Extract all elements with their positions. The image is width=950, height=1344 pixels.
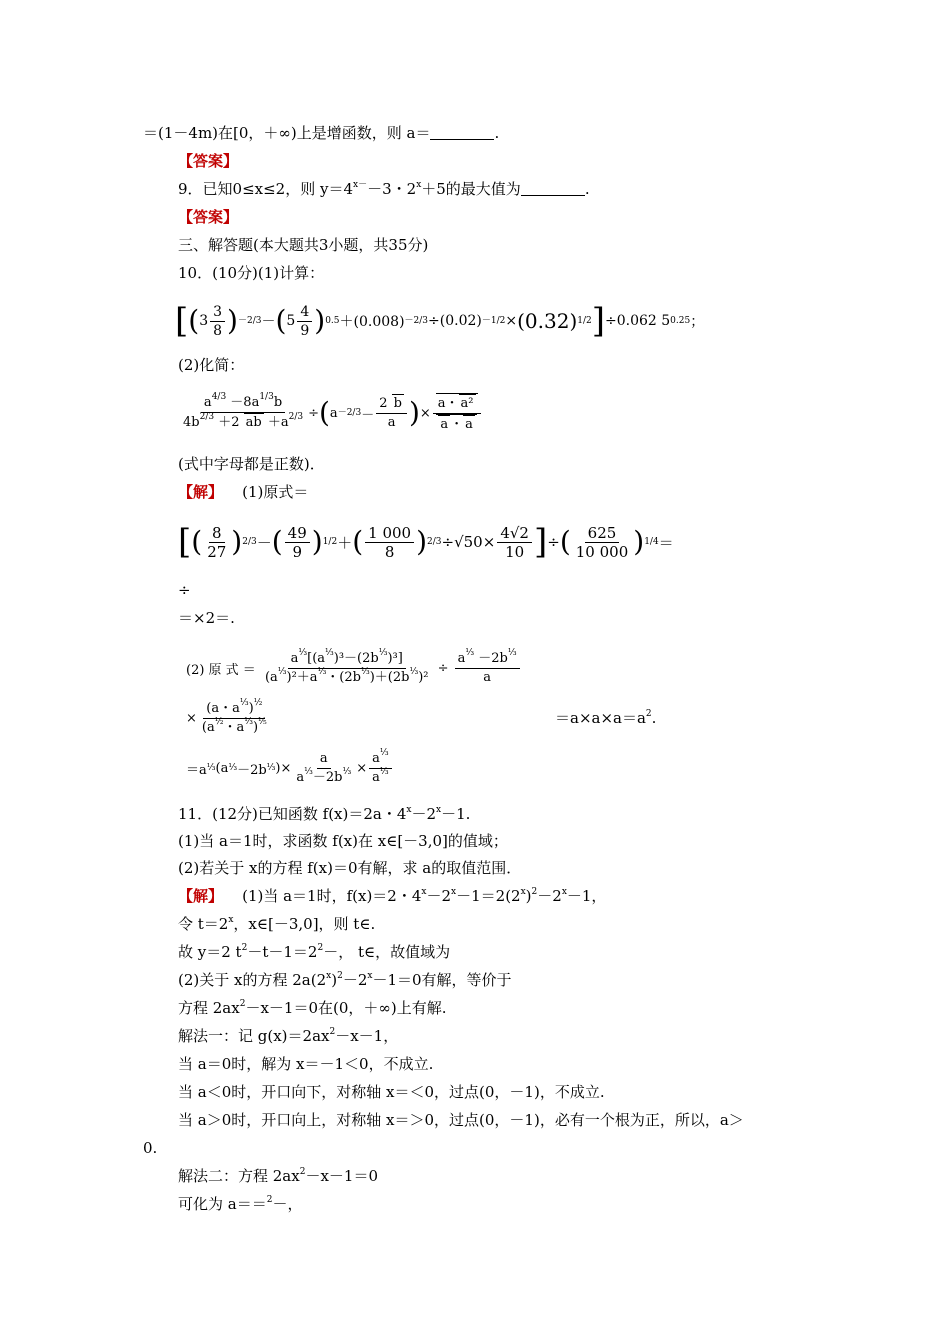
answer-blank (430, 125, 494, 140)
formula-solution-1: [ ( $\frac{8}{27}$ ) 2/3 － ( $\frac{49}{9}$ ) 1/2 ＋ ( $\frac{1 000}{8}$ ) 2/3 ÷√50× $\frac{4√2}{10}$ ] ÷ ( $\frac{625}{10 000}$ ) 1/4 ＝ (178, 522, 674, 562)
answer-blank (521, 181, 585, 196)
formula-simplify: $\frac{a^{4/3} -8a^{1/3}b}{4b^{2/3} +2 ab +a^{2/3}}$ ÷ ( a －2/3 － $\frac{2 b}{a}$ ) × $\frac{\text{a・ a²}}{a ・ a}$ (178, 386, 483, 440)
case-1: 当 a＝0时，解为 x＝－1＜0，不成立. (178, 1055, 434, 1073)
formula-compute: [ ( 3 $\frac{3}{8}$ ) －2/3 － ( 5 $\frac{4}{9}$ ) 0.5 ＋(0.008) －2/3 ÷(0.02) －1/2 × (0.32) 1/2 ] ÷0.062 5 0.25 ； (175, 301, 705, 341)
formula-solution-2c: ＝a ⅓ (a ⅓ －2b ⅓ )× $\frac{a}{a^{\frac{1}{3}}-2b^{\frac{1}{3}}}$ × $\frac{a^{\frac{1}{3}}}{a^{\frac{1}{3}}}$ (186, 746, 394, 790)
case-3-cont: 0. (143, 1139, 158, 1157)
solution-tag: 【解】 (178, 887, 224, 905)
question-11-part1: (1)当 a＝1时，求函数 f(x)在 x∈[－3,0]的值域； (178, 832, 508, 850)
solution-11-line-5: 方程 $2ax^2-x-1=0$在(0，＋∞)上有解. (178, 999, 447, 1017)
method-1: 解法一：记 $g(x)=2ax^2-x-1$， (178, 1027, 399, 1045)
line-prev-question: ＝(1－4m)在[0，＋∞)上是增函数，则 a＝ . (143, 124, 500, 142)
method-2: 解法二：方程 $2ax^2-x-1=0$ (178, 1167, 378, 1185)
question-10: 10．(10分)(1)计算： (178, 264, 325, 282)
division-sign: ÷ (178, 581, 191, 599)
answer-tag: 【答案】 (178, 208, 239, 226)
final-result: $=a\times a\times a=a^2$. (555, 709, 657, 727)
answer-tag: 【答案】 (178, 152, 239, 170)
formula-solution-2b: × $\frac{(a・a^{\frac{1}{3}})^{\frac{1}{2}}}{(a^{\frac{1}{2}}・a^{\frac{1}{3}})^{\frac{1}{5}}}$ (186, 697, 267, 735)
section-heading: 三、解答题(本大题共3小题，共35分) (178, 236, 429, 254)
solution-11-line-2: 令 $t=2^x$，x∈[－3,0]，则 t∈. (178, 915, 376, 933)
question-10-part2: (2)化简： (178, 356, 245, 374)
question-9: 9．已知0≤x≤2，则 $y=4^{x-}-3$・$2^x+5$的最大值为 . (178, 180, 590, 198)
note-positive: (式中字母都是正数)． (178, 455, 325, 473)
result-line: ＝×2＝. (178, 609, 235, 627)
method-2-line-2: 可化为 a＝＝$^2$－， (178, 1195, 303, 1213)
solution-11-line-1: 【解】 (1)当 a＝1时，f(x)＝2・$4^x-2^x-1=2(2^x)^2-2^x-1$， (178, 887, 607, 905)
question-11: 11．(12分)已知函数 f(x)＝2a・$4^x-2^x-1$. (178, 805, 471, 823)
solution-line-1: 【解】 (1)原式＝ (178, 483, 309, 501)
question-11-part2: (2)若关于 x的方程 f(x)＝0有解，求 a的取值范围． (178, 859, 522, 877)
case-3: 当 a＞0时，开口向上，对称轴 x＝＞0，过点(0，－1)，必有一个根为正，所以，a＞ (178, 1111, 744, 1129)
solution-11-line-4: (2)关于 x的方程 $2a(2^x)^2-2^x-1=0$有解，等价于 (178, 971, 512, 989)
solution-11-line-3: 故 y＝2 $t^2-t-1=2^2-$， t∈，故值域为 (178, 943, 451, 961)
case-2: 当 a＜0时，开口向下，对称轴 x＝＜0，过点(0，－1)，不成立. (178, 1083, 605, 1101)
solution-tag: 【解】 (178, 483, 224, 501)
formula-solution-2a: (2) 原 式 ＝ $\frac{a^{\frac{1}{3}}[(a^{\frac{1}{3}})^3-(2b^{\frac{1}{3}})^3]}{(a^{\frac{1}{3}})^2+a^{\frac{1}{3}}・(2b^{\frac{1}{3}})+(2b^{\frac{1}{3}})^2}$ ÷ $\frac{a^{\frac{1}{3}} -2b^{\frac{1}{3}}}{a}$ (186, 644, 522, 692)
